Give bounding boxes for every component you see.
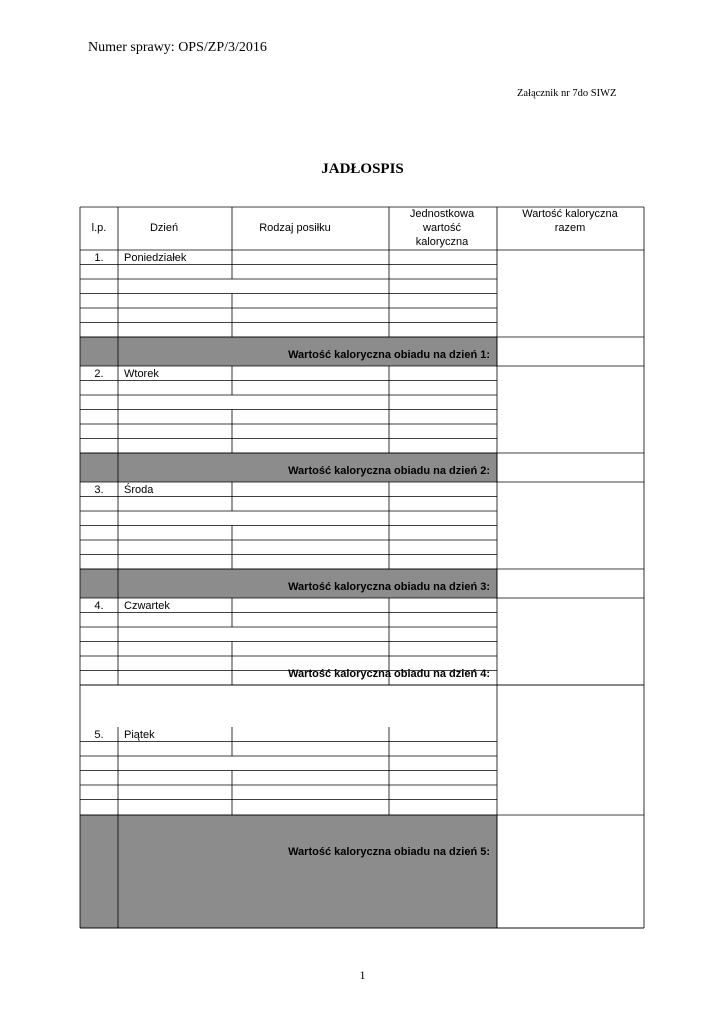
day-number-5: 5.: [94, 729, 104, 741]
attachment-label: Załącznik nr 7do SIWZ: [517, 88, 617, 99]
page-title: JADŁOSPIS: [321, 161, 404, 177]
day-name-2: Wtorek: [124, 368, 159, 380]
header-total-value-line2: razem: [554, 222, 586, 234]
header-meal-type: Rodzaj posiłku: [259, 222, 331, 234]
header-unit-value-line3: kaloryczna: [415, 236, 469, 248]
page-number: 1: [359, 968, 366, 982]
day-number-3: 3.: [94, 484, 104, 496]
header-day: Dzień: [149, 222, 179, 234]
day-name-3: Środa: [124, 484, 154, 496]
header-total-value-line1: Wartość kaloryczna: [522, 208, 618, 220]
summary-label-day-5: Wartość kaloryczna obiadu na dzień 5:: [288, 846, 490, 858]
summary-label-day-3: Wartość kaloryczna obiadu na dzień 3:: [288, 581, 490, 593]
day-name-5: Piątek: [124, 729, 155, 741]
header-unit-value-line2: wartość: [423, 222, 461, 234]
case-number: Numer sprawy: OPS/ZP/3/2016: [88, 40, 267, 55]
header-unit-value-line1: Jednostkowa: [409, 208, 475, 220]
summary-label-day-1: Wartość kaloryczna obiadu na dzień 1:: [288, 349, 490, 361]
summary-label-day-2: Wartość kaloryczna obiadu na dzień 2:: [288, 465, 490, 477]
day-name-1: Poniedziałek: [124, 252, 187, 264]
day-number-1: 1.: [94, 252, 104, 264]
summary-label-day-4: Wartość kaloryczna obiadu na dzień 4:: [288, 668, 490, 680]
summary-row-shade: [80, 815, 497, 928]
day-number-4: 4.: [94, 600, 104, 612]
header-lp: l.p.: [91, 222, 107, 234]
day-name-4: Czwartek: [124, 600, 170, 612]
day-number-2: 2.: [94, 368, 104, 380]
